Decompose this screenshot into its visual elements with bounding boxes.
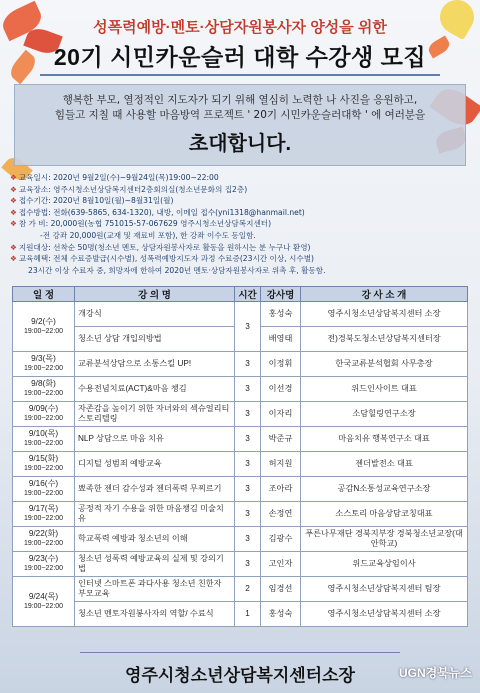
lecturer-name: 허지원 [261, 452, 301, 477]
bullet-icon: ❖ [10, 254, 17, 264]
schedule-time: 19:00~22:00 [23, 490, 64, 497]
schedule-date-cell [13, 527, 75, 552]
bullet-icon: ❖ [10, 242, 17, 252]
lecture-topic: 청소년 상담 개입의방법 [75, 327, 235, 352]
lecture-topic: 청소년 멘토자원봉사자의 역할/ 수료식 [75, 602, 235, 627]
bullet-icon: ❖ [10, 196, 17, 206]
table-row [13, 302, 468, 327]
table-row [13, 602, 468, 627]
lecturer-name: 김광수 [261, 527, 301, 552]
info-item: ❖ 접수방법: 전화(639-5865, 634-1320), 내방, 이메일 접수(yni1318@hanmail.net) [10, 207, 305, 217]
intro-box [14, 84, 466, 166]
schedule-date: 9/8(화) [31, 379, 56, 388]
lecturer-name: 임경선 [261, 577, 301, 602]
col-header-lecturer-intro: 강 사 소 개 [301, 287, 468, 302]
table-header-row [13, 287, 468, 302]
schedule-time: 19:00~22:00 [23, 602, 64, 610]
schedule-date-cell [13, 477, 75, 502]
col-header-date: 일 정 [13, 287, 75, 302]
footer-divider [80, 652, 400, 653]
lecturer-intro: 마음치유 행복연구소 대표 [301, 427, 468, 452]
lecture-topic: 학교폭력 예방과 청소년의 이해 [75, 527, 235, 552]
lecture-topic: 디지털 성범죄 예방교육 [75, 452, 235, 477]
schedule-date: 9/23(수) [28, 554, 59, 563]
lecture-topic: 교류분석상담으로 소통스킬 UP! [75, 352, 235, 377]
lecture-hours: 2 [235, 577, 261, 602]
info-item: ❖ 교육일시: 2020년 9월2일(수)~9월24일(목)19:00~22:00 [10, 173, 219, 182]
table-row [13, 402, 468, 427]
lecturer-name: 조아라 [261, 477, 301, 502]
lecture-topic: 자존감을 높이기 위한 자녀와의 섹슈얼리티 스토리텔링 [75, 402, 235, 427]
schedule-date: 9/3(목) [31, 354, 56, 363]
lecturer-intro: 소담힐링연구소장 [301, 402, 468, 427]
lecture-topic: 뾰족한 젠더 감수성과 젠더폭력 무찌르기 [75, 477, 235, 502]
lecturer-intro: 공감N소통성교육연구소장 [301, 477, 468, 502]
schedule-date-cell [13, 402, 75, 427]
bullet-icon: ❖ [10, 219, 17, 229]
table-row [13, 502, 468, 527]
schedule-date: 9/22(화) [28, 529, 59, 538]
lecturer-intro: 소스토리 마음상담코칭대표 [301, 502, 468, 527]
schedule-time: 19:00~22:00 [23, 365, 64, 372]
lecture-hours: 3 [235, 427, 261, 452]
table-row [13, 577, 468, 602]
schedule-date: 9/17(목) [28, 504, 59, 513]
lecturer-name: 이선경 [261, 377, 301, 402]
lecturer-intro: 위드교육상임이사 [301, 552, 468, 577]
lecturer-intro: 푸른나무재단 경북지부장 경북청소년교장(대안학교) [301, 527, 468, 552]
schedule-time: 19:00~22:00 [23, 515, 64, 522]
info-subitem: -전 강좌 20,000원(교재 및 재료비 포함), 한 강좌 이수도 동일함. [40, 230, 256, 240]
schedule-date: 9/10(목) [28, 429, 59, 438]
table-row [13, 427, 468, 452]
lecturer-intro: 젠더발전소 대표 [301, 452, 468, 477]
schedule-table [12, 286, 468, 627]
schedule-date: 9/09(수) [28, 404, 59, 413]
schedule-date: 9/16(수) [28, 479, 59, 488]
lecturer-intro: 영주시청소년상담복지센터 팀장 [301, 577, 468, 602]
schedule-date: 9/24(목) [28, 591, 59, 601]
schedule-time: 19:00~22:00 [23, 327, 64, 335]
bullet-icon: ❖ [10, 207, 17, 217]
lecture-hours: 3 [235, 402, 261, 427]
footer-organization: 영주시청소년상담복지센터소장 [125, 666, 355, 685]
lecturer-name: 배영태 [261, 327, 301, 352]
bullet-icon: ❖ [10, 184, 17, 194]
lecturer-intro: 영주시청소년상담복지센터 소장 [301, 602, 468, 627]
lecture-topic: 청소년 성폭력 예방교육의 실제 및 강의기법 [75, 552, 235, 577]
intro-line-1: 행복한 부모, 열정적인 지도자가 되기 위해 열심히 노력한 나 사진을 응원하고, [62, 94, 418, 106]
lecturer-name: 이자리 [261, 402, 301, 427]
intro-invitation: 초대합니다. [188, 133, 292, 155]
lecturer-name: 홍성숙 [261, 302, 301, 327]
table-row [13, 527, 468, 552]
info-item: ❖ 지원대상: 선착순 50명(청소년 멘토, 상담자원봉사자로 활동을 원하시는 분 누구나 환영) [10, 242, 311, 252]
lecture-topic: 인터넷 스마트폰 과다사용 청소년 친한자 부모교육 [75, 577, 235, 602]
schedule-date-cell [13, 452, 75, 477]
lecture-hours: 3 [235, 502, 261, 527]
info-item: ❖ 참 가 비: 20,000원(농협 751015-57-067629 영주시청소년상담복지센터) [10, 219, 272, 229]
table-row [13, 352, 468, 377]
info-item: ❖ 교육혜택: 전체 수료증발급(시수별), 성폭력예방지도자 과정 수료증(23시간 이상, 시수별) [10, 254, 315, 264]
schedule-date: 9/15(화) [28, 454, 59, 463]
schedule-date-cell [13, 552, 75, 577]
lecturer-name: 이정휘 [261, 352, 301, 377]
lecturer-intro: 전)경북도청소년상담복지센터장 [301, 327, 468, 352]
lecture-hours: 1 [235, 602, 261, 627]
col-header-lecturer: 강사명 [261, 287, 301, 302]
schedule-body [13, 302, 468, 627]
lecturer-name: 고인자 [261, 552, 301, 577]
schedule-time: 19:00~22:00 [23, 540, 64, 547]
watermark-logo: UGN경북뉴스 [398, 666, 472, 680]
schedule-time: 19:00~22:00 [23, 415, 64, 422]
table-row [13, 552, 468, 577]
info-subitem: 23시간 이상 수료자 중, 희망자에 한하여 2020년 멘토·상담자원봉사자로 위촉 후, 활동함. [28, 265, 326, 275]
schedule-date: 9/2(수) [31, 316, 56, 326]
lecture-hours: 3 [235, 527, 261, 552]
info-item: ❖ 교육장소: 영주시청소년상담복지센터2층회의실(청소년문화의 집2층) [10, 184, 248, 194]
title-divider [40, 74, 440, 76]
lecture-hours: 3 [235, 352, 261, 377]
schedule-date-cell [13, 427, 75, 452]
table-row [13, 377, 468, 402]
course-info-list [10, 172, 470, 276]
lecturer-intro: 한국교류분석협회 사무총장 [301, 352, 468, 377]
schedule-time: 19:00~22:00 [23, 440, 64, 447]
lecture-hours: 3 [235, 377, 261, 402]
schedule-time: 19:00~22:00 [23, 390, 64, 397]
lecturer-name: 홍성숙 [261, 602, 301, 627]
lecture-topic: 공정적 자기 수용을 위한 마음챙김 미술치유 [75, 502, 235, 527]
poster-title: 20기 시민카운슬러 대학 수강생 모집 [53, 44, 427, 70]
intro-line-2: 힘들고 지칠 때 사용할 마음방역 프로젝트 ' 20기 시민카운슬러대학 ' 에 여러분을 [54, 109, 426, 121]
schedule-date-cell [13, 352, 75, 377]
poster-subtitle: 성폭력예방·멘토·상담자원봉사자 양성을 위한 [93, 19, 387, 36]
col-header-topic: 강 의 명 [75, 287, 235, 302]
table-row [13, 452, 468, 477]
bullet-icon: ❖ [10, 173, 17, 182]
table-row [13, 477, 468, 502]
schedule-date-cell [13, 377, 75, 402]
schedule-time: 19:00~22:00 [23, 565, 64, 572]
schedule-date-cell [13, 302, 75, 352]
lecturer-name: 박준규 [261, 427, 301, 452]
lecture-topic: 수용전념치료(ACT)&마음 챙김 [75, 377, 235, 402]
lecturer-name: 손정연 [261, 502, 301, 527]
schedule-date-cell [13, 577, 75, 627]
lecture-hours: 3 [235, 302, 261, 352]
lecturer-intro: 영주시청소년상담복지센터 소장 [301, 302, 468, 327]
lecture-topic: NLP 상담으로 마음 치유 [75, 427, 235, 452]
schedule-time: 19:00~22:00 [23, 465, 64, 472]
lecture-hours: 3 [235, 552, 261, 577]
lecture-hours: 3 [235, 452, 261, 477]
lecture-topic: 개강식 [75, 302, 235, 327]
lecture-hours: 3 [235, 477, 261, 502]
info-item: ❖ 접수기간: 2020년 8월10일(월)~8월31일(월) [10, 196, 174, 206]
schedule-date-cell [13, 502, 75, 527]
lecturer-intro: 위드인사이트 대표 [301, 377, 468, 402]
col-header-hours: 시간 [235, 287, 261, 302]
